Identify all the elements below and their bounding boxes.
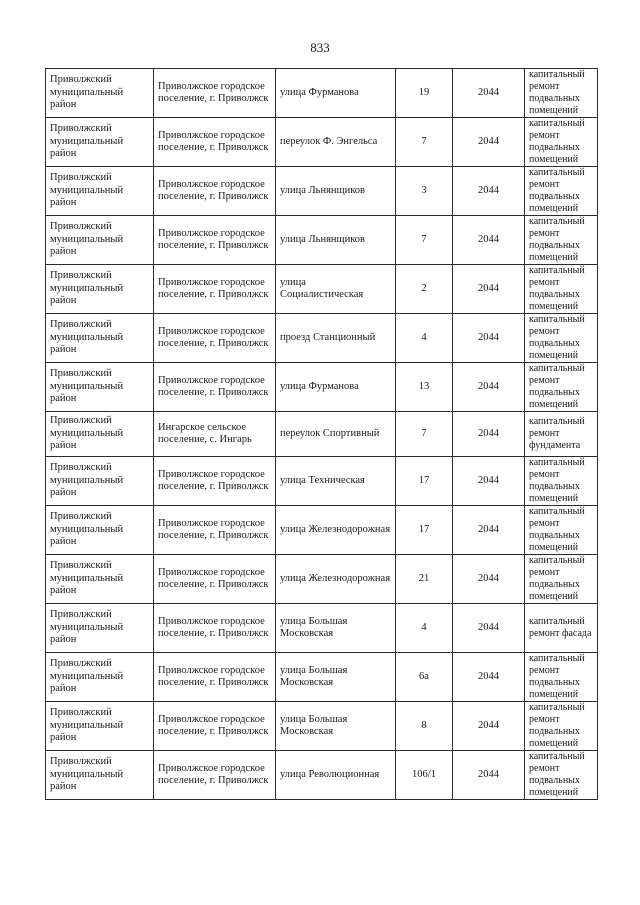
street-cell: улица Льнянщиков [276, 216, 396, 265]
year-cell: 2044 [453, 457, 525, 506]
street-cell: улица Фурманова [276, 69, 396, 118]
work-type-cell: капитальный ремонт подвальных помещений [525, 751, 598, 800]
house-number-cell: 4 [396, 604, 453, 653]
work-type-cell: капитальный ремонт подвальных помещений [525, 457, 598, 506]
year-cell: 2044 [453, 69, 525, 118]
table-row [46, 604, 598, 653]
year-cell: 2044 [453, 412, 525, 457]
street-cell: переулок Спортивный [276, 412, 396, 457]
page-number: 833 [310, 40, 330, 55]
district-cell: Приволжский муниципальный район [46, 314, 154, 363]
year-cell: 2044 [453, 702, 525, 751]
year-cell: 2044 [453, 653, 525, 702]
house-number-cell: 7 [396, 216, 453, 265]
settlement-cell: Приволжское городское поселение, г. Приволжск [154, 555, 276, 604]
street-cell: проезд Станционный [276, 314, 396, 363]
settlement-cell: Приволжское городское поселение, г. Приволжск [154, 604, 276, 653]
year-cell: 2044 [453, 118, 525, 167]
settlement-cell: Приволжское городское поселение, г. Приволжск [154, 653, 276, 702]
work-type-cell: капитальный ремонт подвальных помещений [525, 167, 598, 216]
settlement-cell: Приволжское городское поселение, г. Приволжск [154, 363, 276, 412]
house-number-cell: 7 [396, 412, 453, 457]
street-cell: улица Большая Московская [276, 702, 396, 751]
table-row [46, 751, 598, 800]
house-number-cell: 13 [396, 363, 453, 412]
table-row [46, 506, 598, 555]
house-number-cell: 17 [396, 457, 453, 506]
table-row [46, 69, 598, 118]
street-cell: улица Социалистическая [276, 265, 396, 314]
district-cell: Приволжский муниципальный район [46, 506, 154, 555]
district-cell: Приволжский муниципальный район [46, 363, 154, 412]
settlement-cell: Приволжское городское поселение, г. Приволжск [154, 506, 276, 555]
year-cell: 2044 [453, 506, 525, 555]
district-cell: Приволжский муниципальный район [46, 751, 154, 800]
house-number-cell: 2 [396, 265, 453, 314]
table-row [46, 702, 598, 751]
work-type-cell: капитальный ремонт подвальных помещений [525, 363, 598, 412]
street-cell: улица Железнодорожная [276, 555, 396, 604]
settlement-cell: Приволжское городское поселение, г. Приволжск [154, 702, 276, 751]
settlement-cell: Приволжское городское поселение, г. Приволжск [154, 314, 276, 363]
house-number-cell: 6а [396, 653, 453, 702]
year-cell: 2044 [453, 216, 525, 265]
house-number-cell: 17 [396, 506, 453, 555]
district-cell: Приволжский муниципальный район [46, 555, 154, 604]
table-row [46, 412, 598, 457]
work-type-cell: капитальный ремонт подвальных помещений [525, 506, 598, 555]
work-type-cell: капитальный ремонт подвальных помещений [525, 702, 598, 751]
table-row [46, 265, 598, 314]
table-row [46, 363, 598, 412]
district-cell: Приволжский муниципальный район [46, 412, 154, 457]
table-row [46, 314, 598, 363]
work-type-cell: капитальный ремонт подвальных помещений [525, 69, 598, 118]
district-cell: Приволжский муниципальный район [46, 216, 154, 265]
year-cell: 2044 [453, 555, 525, 604]
settlement-cell: Приволжское городское поселение, г. Приволжск [154, 167, 276, 216]
settlement-cell: Приволжское городское поселение, г. Приволжск [154, 265, 276, 314]
house-number-cell: 7 [396, 118, 453, 167]
year-cell: 2044 [453, 751, 525, 800]
work-type-cell: капитальный ремонт подвальных помещений [525, 118, 598, 167]
settlement-cell: Ингарское сельское поселение, с. Ингарь [154, 412, 276, 457]
district-cell: Приволжский муниципальный район [46, 265, 154, 314]
street-cell: улица Техническая [276, 457, 396, 506]
street-cell: улица Льнянщиков [276, 167, 396, 216]
house-number-cell: 19 [396, 69, 453, 118]
house-number-cell: 4 [396, 314, 453, 363]
district-cell: Приволжский муниципальный район [46, 118, 154, 167]
table-row [46, 216, 598, 265]
work-type-cell: капитальный ремонт подвальных помещений [525, 265, 598, 314]
street-cell: улица Революционная [276, 751, 396, 800]
house-number-cell: 21 [396, 555, 453, 604]
district-cell: Приволжский муниципальный район [46, 653, 154, 702]
settlement-cell: Приволжское городское поселение, г. Приволжск [154, 216, 276, 265]
street-cell: улица Большая Московская [276, 653, 396, 702]
work-type-cell: капитальный ремонт подвальных помещений [525, 314, 598, 363]
house-number-cell: 8 [396, 702, 453, 751]
district-cell: Приволжский муниципальный район [46, 69, 154, 118]
district-cell: Приволжский муниципальный район [46, 457, 154, 506]
street-cell: переулок Ф. Энгельса [276, 118, 396, 167]
year-cell: 2044 [453, 363, 525, 412]
table-row [46, 167, 598, 216]
table-row [46, 457, 598, 506]
work-type-cell: капитальный ремонт подвальных помещений [525, 555, 598, 604]
table-row [46, 653, 598, 702]
work-type-cell: капитальный ремонт подвальных помещений [525, 653, 598, 702]
district-cell: Приволжский муниципальный район [46, 702, 154, 751]
house-number-cell: 3 [396, 167, 453, 216]
settlement-cell: Приволжское городское поселение, г. Приволжск [154, 69, 276, 118]
year-cell: 2044 [453, 314, 525, 363]
settlement-cell: Приволжское городское поселение, г. Приволжск [154, 457, 276, 506]
district-cell: Приволжский муниципальный район [46, 167, 154, 216]
repair-schedule-table [45, 68, 598, 800]
work-type-cell: капитальный ремонт фасада [525, 604, 598, 653]
year-cell: 2044 [453, 265, 525, 314]
street-cell: улица Большая Московская [276, 604, 396, 653]
table-row [46, 118, 598, 167]
house-number-cell: 106/1 [396, 751, 453, 800]
work-type-cell: капитальный ремонт подвальных помещений [525, 216, 598, 265]
year-cell: 2044 [453, 604, 525, 653]
street-cell: улица Фурманова [276, 363, 396, 412]
district-cell: Приволжский муниципальный район [46, 604, 154, 653]
table-row [46, 555, 598, 604]
street-cell: улица Железнодорожная [276, 506, 396, 555]
year-cell: 2044 [453, 167, 525, 216]
settlement-cell: Приволжское городское поселение, г. Приволжск [154, 751, 276, 800]
work-type-cell: капитальный ремонт фундамента [525, 412, 598, 457]
settlement-cell: Приволжское городское поселение, г. Приволжск [154, 118, 276, 167]
